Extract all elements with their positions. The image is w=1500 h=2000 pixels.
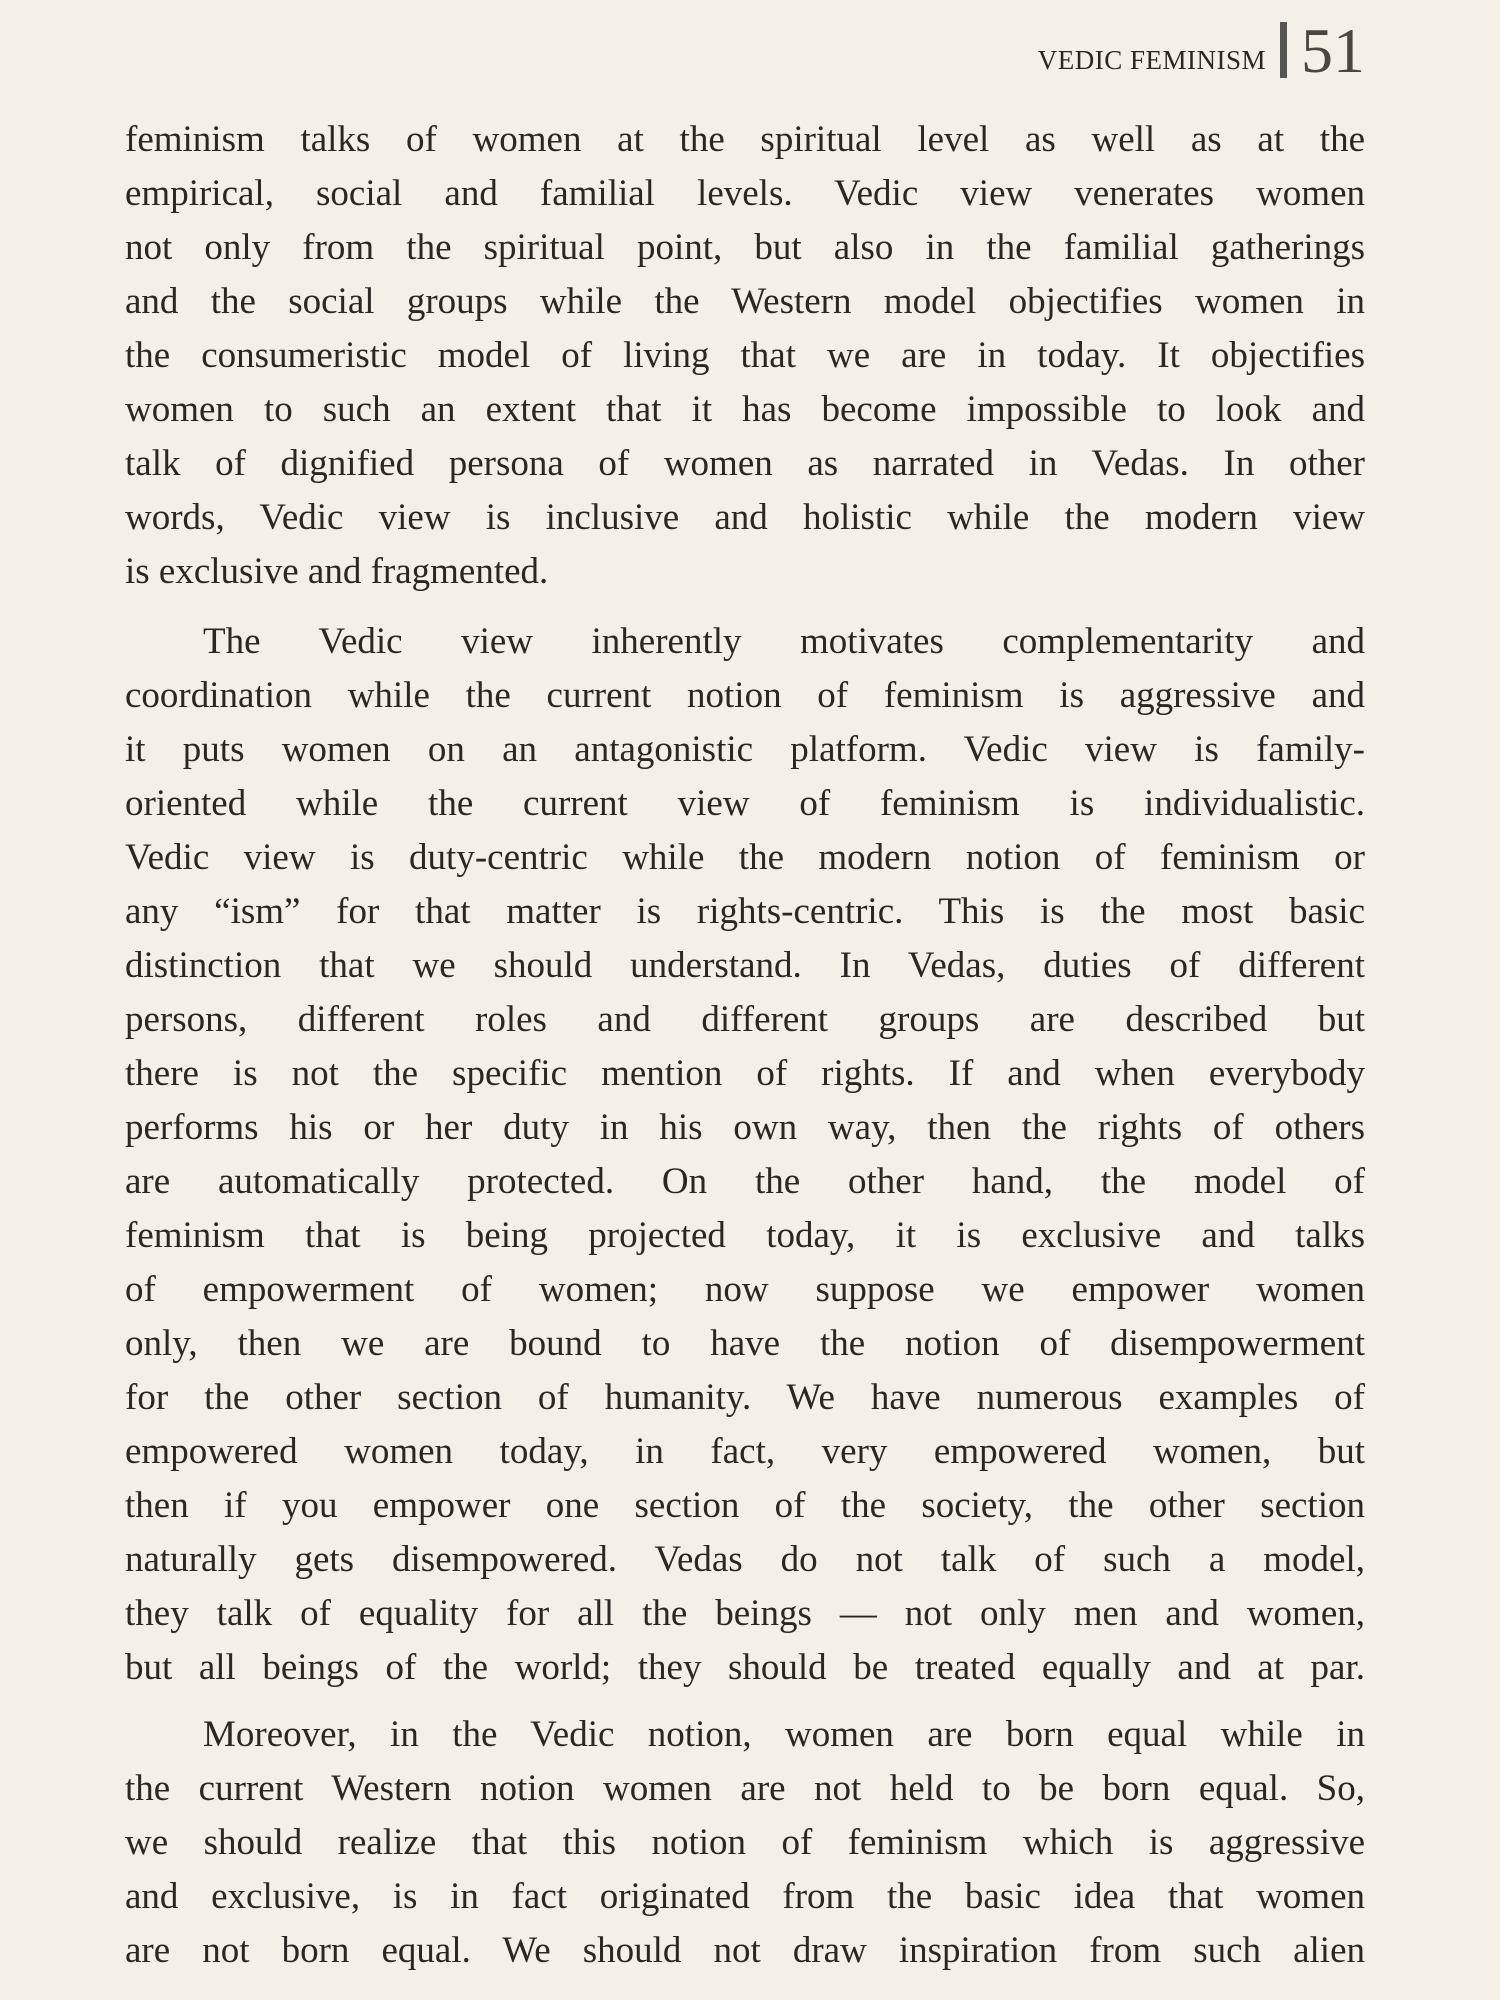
text-line: are automatically protected. On the other hand, the model of [125, 1161, 1365, 1202]
text-line: and the social groups while the Western model objectifies women in [125, 281, 1365, 322]
text-line: naturally gets disempowered. Vedas do not talk of such a model, [125, 1539, 1365, 1580]
text-line: not only from the spiritual point, but also in the familial gatherings [125, 227, 1365, 268]
text-line: feminism talks of women at the spiritual level as well as at the [125, 119, 1365, 160]
text-line: performs his or her duty in his own way, then the rights of others [125, 1107, 1365, 1148]
running-header [1037, 14, 1365, 86]
header-divider [1280, 22, 1287, 78]
page-number: 51 [1301, 14, 1365, 86]
text-line: Vedic view is duty-centric while the modern notion of feminism or [125, 837, 1365, 878]
text-line: persons, different roles and different groups are described but [125, 999, 1365, 1040]
text-line: only, then we are bound to have the notion of disempowerment [125, 1323, 1365, 1364]
text-line: are not born equal. We should not draw inspiration from such alien [125, 1930, 1365, 1971]
text-line: empirical, social and familial levels. Vedic view venerates women [125, 173, 1365, 214]
text-line: coordination while the current notion of feminism is aggressive and [125, 675, 1365, 716]
text-line: the consumeristic model of living that we are in today. It objectifies [125, 335, 1365, 376]
text-line: they talk of equality for all the beings — not only men and women, [125, 1593, 1365, 1634]
paragraph-3 [125, 1708, 1365, 1978]
text-line: feminism that is being projected today, it is exclusive and talks [125, 1215, 1365, 1256]
text-line: oriented while the current view of feminism is individualistic. [125, 783, 1365, 824]
text-line: it puts women on an antagonistic platform. Vedic view is family- [125, 729, 1365, 770]
text-line: there is not the specific mention of rights. If and when everybody [125, 1053, 1365, 1094]
text-line: The Vedic view inherently motivates complementarity and [203, 621, 1365, 662]
paragraph-2 [125, 615, 1365, 1695]
text-line: empowered women today, in fact, very empowered women, but [125, 1431, 1365, 1472]
text-line: talk of dignified persona of women as narrated in Vedas. In other [125, 443, 1365, 484]
text-line: but all beings of the world; they should be treated equally and at par. [125, 1647, 1365, 1688]
text-line: then if you empower one section of the society, the other section [125, 1485, 1365, 1526]
text-line: of empowerment of women; now suppose we empower women [125, 1269, 1365, 1310]
text-line: and exclusive, is in fact originated from the basic idea that women [125, 1876, 1365, 1917]
text-line: the current Western notion women are not held to be born equal. So, [125, 1768, 1365, 1809]
text-line: for the other section of humanity. We have numerous examples of [125, 1377, 1365, 1418]
paragraph-1 [125, 113, 1365, 599]
text-line: women to such an extent that it has become impossible to look and [125, 389, 1365, 430]
running-title: VEDIC FEMINISM [1037, 45, 1266, 75]
text-line: words, Vedic view is inclusive and holistic while the modern view [125, 497, 1365, 538]
text-line: is exclusive and fragmented. [125, 551, 549, 592]
text-line: any “ism” for that matter is rights-centric. This is the most basic [125, 891, 1365, 932]
text-line: Moreover, in the Vedic notion, women are born equal while in [203, 1714, 1365, 1755]
text-line: we should realize that this notion of feminism which is aggressive [125, 1822, 1365, 1863]
text-line: distinction that we should understand. In Vedas, duties of different [125, 945, 1365, 986]
